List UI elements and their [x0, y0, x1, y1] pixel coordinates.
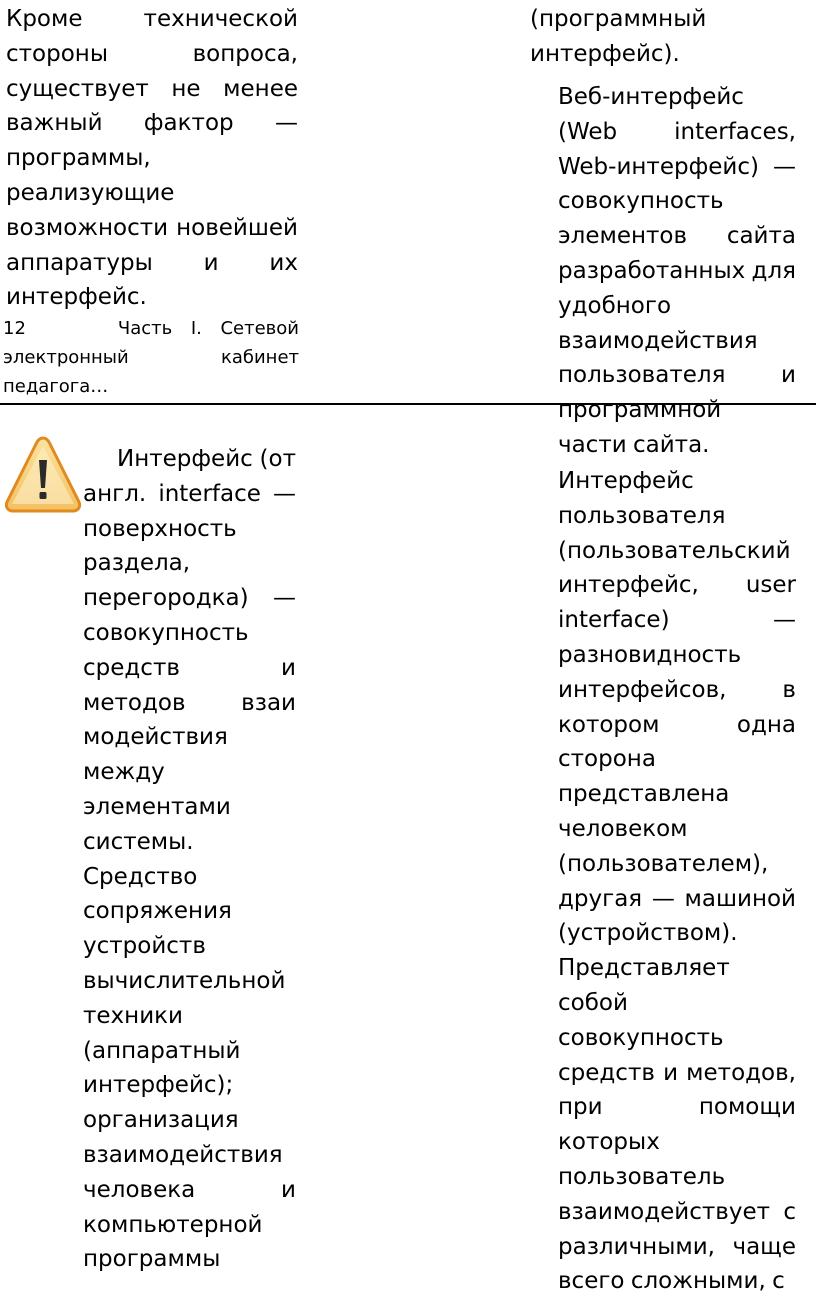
page-footer — [3, 314, 299, 401]
user-interface-definition — [558, 464, 796, 1299]
running-title: Часть I. Сетевой электронный кабинет педагога… — [3, 318, 299, 397]
interface-definition — [83, 442, 296, 1277]
interface-definition-continuation: Средство сопряжения устройств вычислительной техники (аппаратный интерфейс); организация взаимодействия человека и компьютерной программы — [83, 863, 296, 1273]
interface-definition-lead: Интерфейс (от англ. interface — поверхность раздела, перегородка) — совокупность средств и методов взаи модействия между элементами системы. — [83, 446, 296, 855]
continuation-text: (программный интерфейс). — [530, 6, 707, 67]
page-number: 12 — [3, 318, 26, 339]
web-interface-definition — [558, 80, 796, 463]
user-interface-text: Интерфейс пользователя (пользовательский интерфейс, user interface) — разновидность интерфейсов, в котором одна сторона представлена человеком (пользователем), другая — машиной (устройством). Представляет собой совокупность средств и методов, при помощи которых пользователь взаимодействует с различными, чаще всего сложными, с — [558, 468, 796, 1295]
intro-text: Кроме технической стороны вопроса, существует не менее важный фактор — программы, реализующие возможности новейшей аппаратуры и их интерфейс. — [6, 6, 298, 311]
warning-triangle-icon — [4, 434, 82, 514]
web-interface-text: Веб-интерфейс (Web interfaces, Web-интерфейс) — совокупность элементов сайта разработанных для удобного взаимодействия пользователя и программной части сайта. — [558, 84, 796, 458]
intro-paragraph — [6, 2, 298, 315]
right-column-continuation — [530, 2, 790, 72]
